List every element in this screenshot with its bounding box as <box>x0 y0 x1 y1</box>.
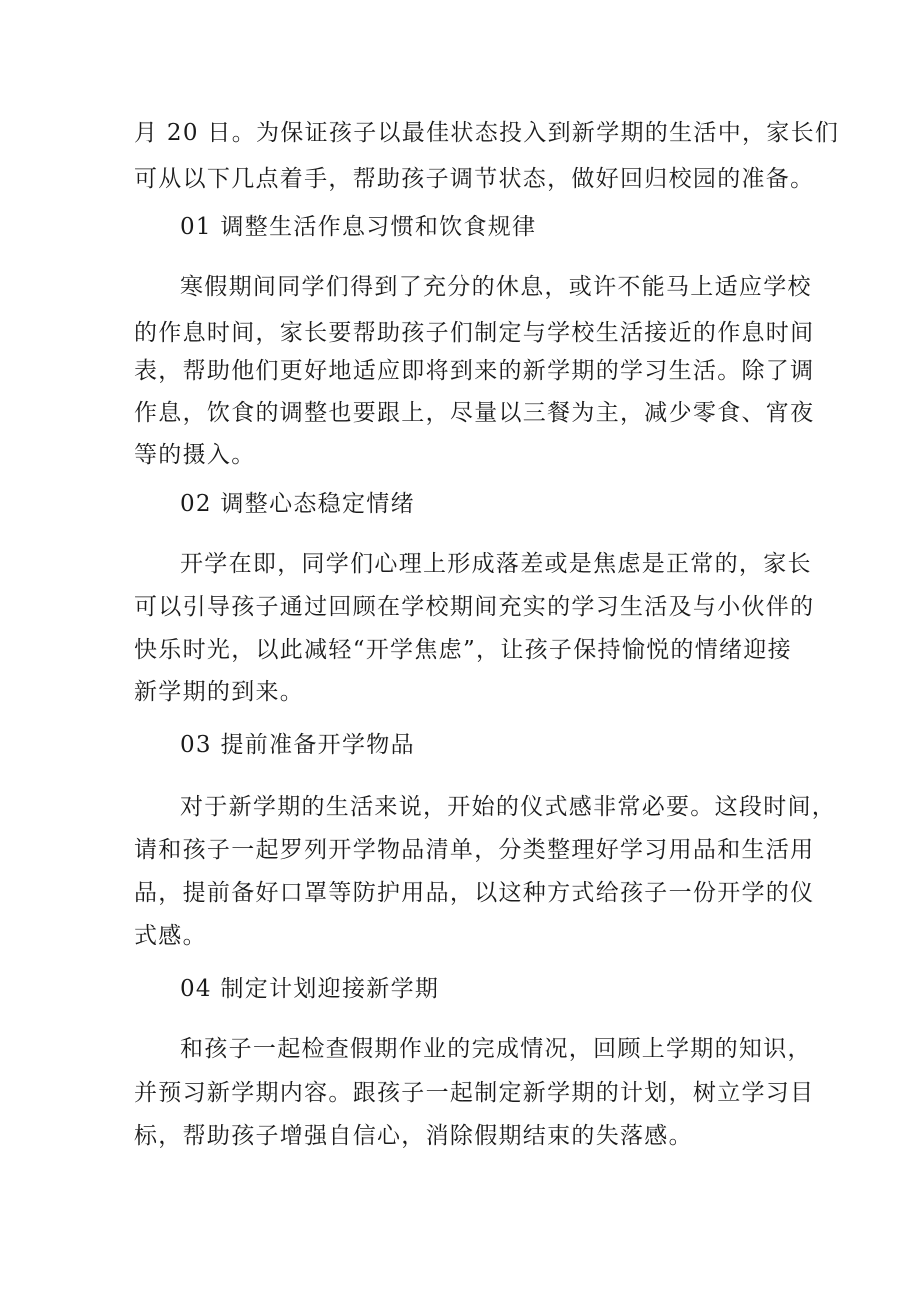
section-03-line-2: 请和孩子一起罗列开学物品清单，分类整理好学习用品和生活用 <box>134 837 815 863</box>
section-02-line-4: 新学期的到来。 <box>134 679 305 705</box>
section-01-line-2: 的作息时间，家长要帮助孩子们制定与学校生活接近的作息时间 <box>134 320 815 346</box>
section-03-line-1: 对于新学期的生活来说，开始的仪式感非常必要。这段时间， <box>180 794 837 820</box>
section-01-line-1: 寒假期间同学们得到了充分的休息，或许不能马上适应学校 <box>180 274 812 300</box>
section-04-line-1: 和孩子一起检查假期作业的完成情况，回顾上学期的知识， <box>180 1036 812 1062</box>
section-03-line-4: 式感。 <box>134 923 207 949</box>
section-heading-04: 04 制定计划迎接新学期 <box>180 976 440 1002</box>
section-02-line-1: 开学在即，同学们心理上形成落差或是焦虑是正常的，家长 <box>180 551 812 577</box>
section-heading-03: 03 提前准备开学物品 <box>180 732 415 758</box>
section-01-line-5: 等的摄入。 <box>134 442 256 468</box>
section-01-line-4: 作息，饮食的调整也要跟上，尽量以三餐为主，减少零食、宵夜 <box>134 400 815 426</box>
section-03-line-3: 品，提前备好口罩等防护用品，以这种方式给孩子一份开学的仪 <box>134 880 815 906</box>
section-heading-02: 02 调整心态稳定情绪 <box>180 491 415 517</box>
section-04-line-2: 并预习新学期内容。跟孩子一起制定新学期的计划，树立学习目 <box>134 1080 815 1106</box>
section-02-line-2: 可以引导孩子通过回顾在学校期间充实的学习生活及与小伙伴的 <box>134 594 815 620</box>
intro-line-2: 可从以下几点着手，帮助孩子调节状态，做好回归校园的准备。 <box>134 166 815 192</box>
section-04-line-3: 标，帮助孩子增强自信心，消除假期结束的失落感。 <box>134 1123 693 1149</box>
section-01-line-3: 表，帮助他们更好地适应即将到来的新学期的学习生活。除了调 <box>134 358 815 384</box>
section-02-line-3: 快乐时光，以此减轻“开学焦虑”，让孩子保持愉悦的情绪迎接 <box>134 637 792 663</box>
intro-line-1: 月 20 日。为保证孩子以最佳状态投入到新学期的生活中，家长们 <box>134 120 840 146</box>
section-heading-01: 01 调整生活作息习惯和饮食规律 <box>180 214 537 240</box>
